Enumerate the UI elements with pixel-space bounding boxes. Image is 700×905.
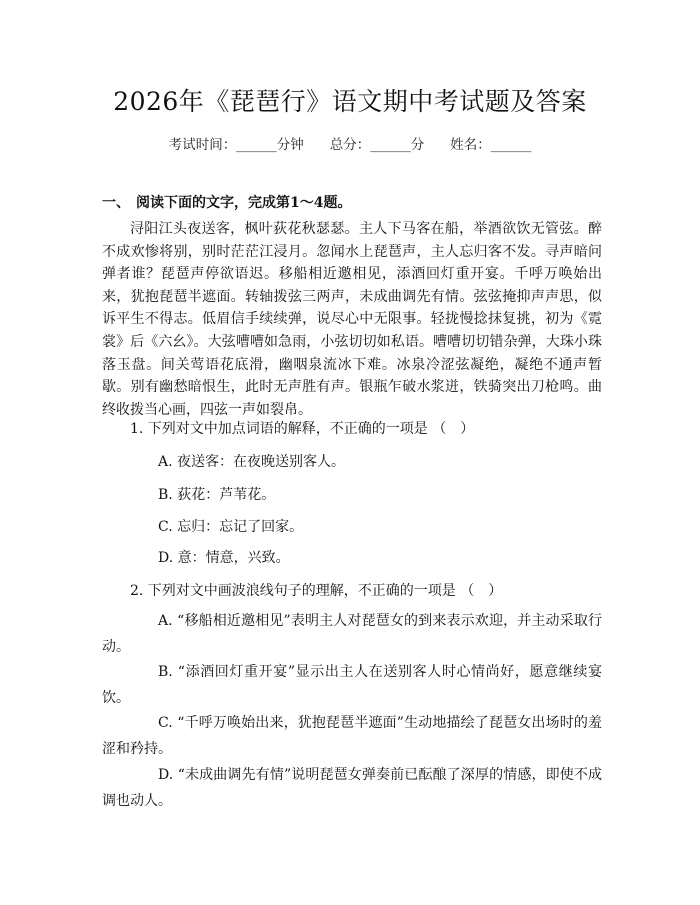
exam-time-field: 考试时间：______分钟 <box>168 137 304 153</box>
question-1-option-c: C. 忘归：忘记了回家。 <box>158 519 304 535</box>
section-heading <box>102 192 351 212</box>
question-2-option-a: A. “移船相近邀相见”表明主人对琵琶女的到来表示欢迎，并主动采取行动。 <box>102 613 602 655</box>
question-2-stem: 2. 下列对文中画波浪线句子的理解，不正确的一项是 （ ） <box>130 583 503 599</box>
exam-info-line <box>0 133 700 153</box>
question-1-option-d: D. 意：情意，兴致。 <box>158 550 290 566</box>
question-1-stem: 1. 下列对文中加点词语的解释，不正确的一项是 （ ） <box>130 421 475 437</box>
section-number: 一、 <box>102 195 130 211</box>
question-1-option-b: B. 荻花：芦苇花。 <box>158 487 276 503</box>
total-score-field: 总分：______分 <box>329 137 425 153</box>
section-instruction: 阅读下面的文字，完成第1～4题。 <box>136 195 352 211</box>
page-title: 2026年《琵琶行》语文期中考试题及答案 <box>113 87 587 116</box>
question-2-option-c: C. “千呼万唤始出来，犹抱琵琶半遮面”生动地描绘了琵琶女出场时的羞涩和矜持。 <box>102 715 602 757</box>
reading-passage: 浔阳江头夜送客，枫叶荻花秋瑟瑟。主人下马客在船，举酒欲饮无管弦。醉不成欢惨将别，别时茫茫江浸月。忽闻水上琵琶声，主人忘归客不发。寻声暗问弹者谁？琵琶声停欲语迟。移船相近邀相见，添酒回灯重开宴。千呼万唤始出来，犹抱琵琶半遮面。转轴拨弦三两声，未成曲调先有情。弦弦掩抑声声思，似诉平生不得志。低眉信手续续弹，说尽心中无限事。轻拢慢捻抹复挑，初为《霓裳》后《六幺》。大弦嘈嘈如急雨，小弦切切如私语。嘈嘈切切错杂弹，大珠小珠落玉盘。间关莺语花底滑，幽咽泉流冰下难。冰泉冷涩弦凝绝，凝绝不通声暂歇。别有幽愁暗恨生，此时无声胜有声。银瓶乍破水浆迸，铁骑突出刀枪鸣。曲终收拨当心画，四弦一声如裂帛。 <box>102 221 602 418</box>
student-name-field: 姓名：______ <box>450 137 532 153</box>
question-1-option-a: A. 夜送客：在夜晚送别客人。 <box>158 454 346 470</box>
question-2-option-d: D. “未成曲调先有情”说明琵琶女弹奏前已酝酿了深厚的情感，即使不成调也动人。 <box>102 767 602 809</box>
question-2-option-b: B. “添酒回灯重开宴”显示出主人在送别客人时心情尚好，愿意继续宴饮。 <box>102 664 602 706</box>
